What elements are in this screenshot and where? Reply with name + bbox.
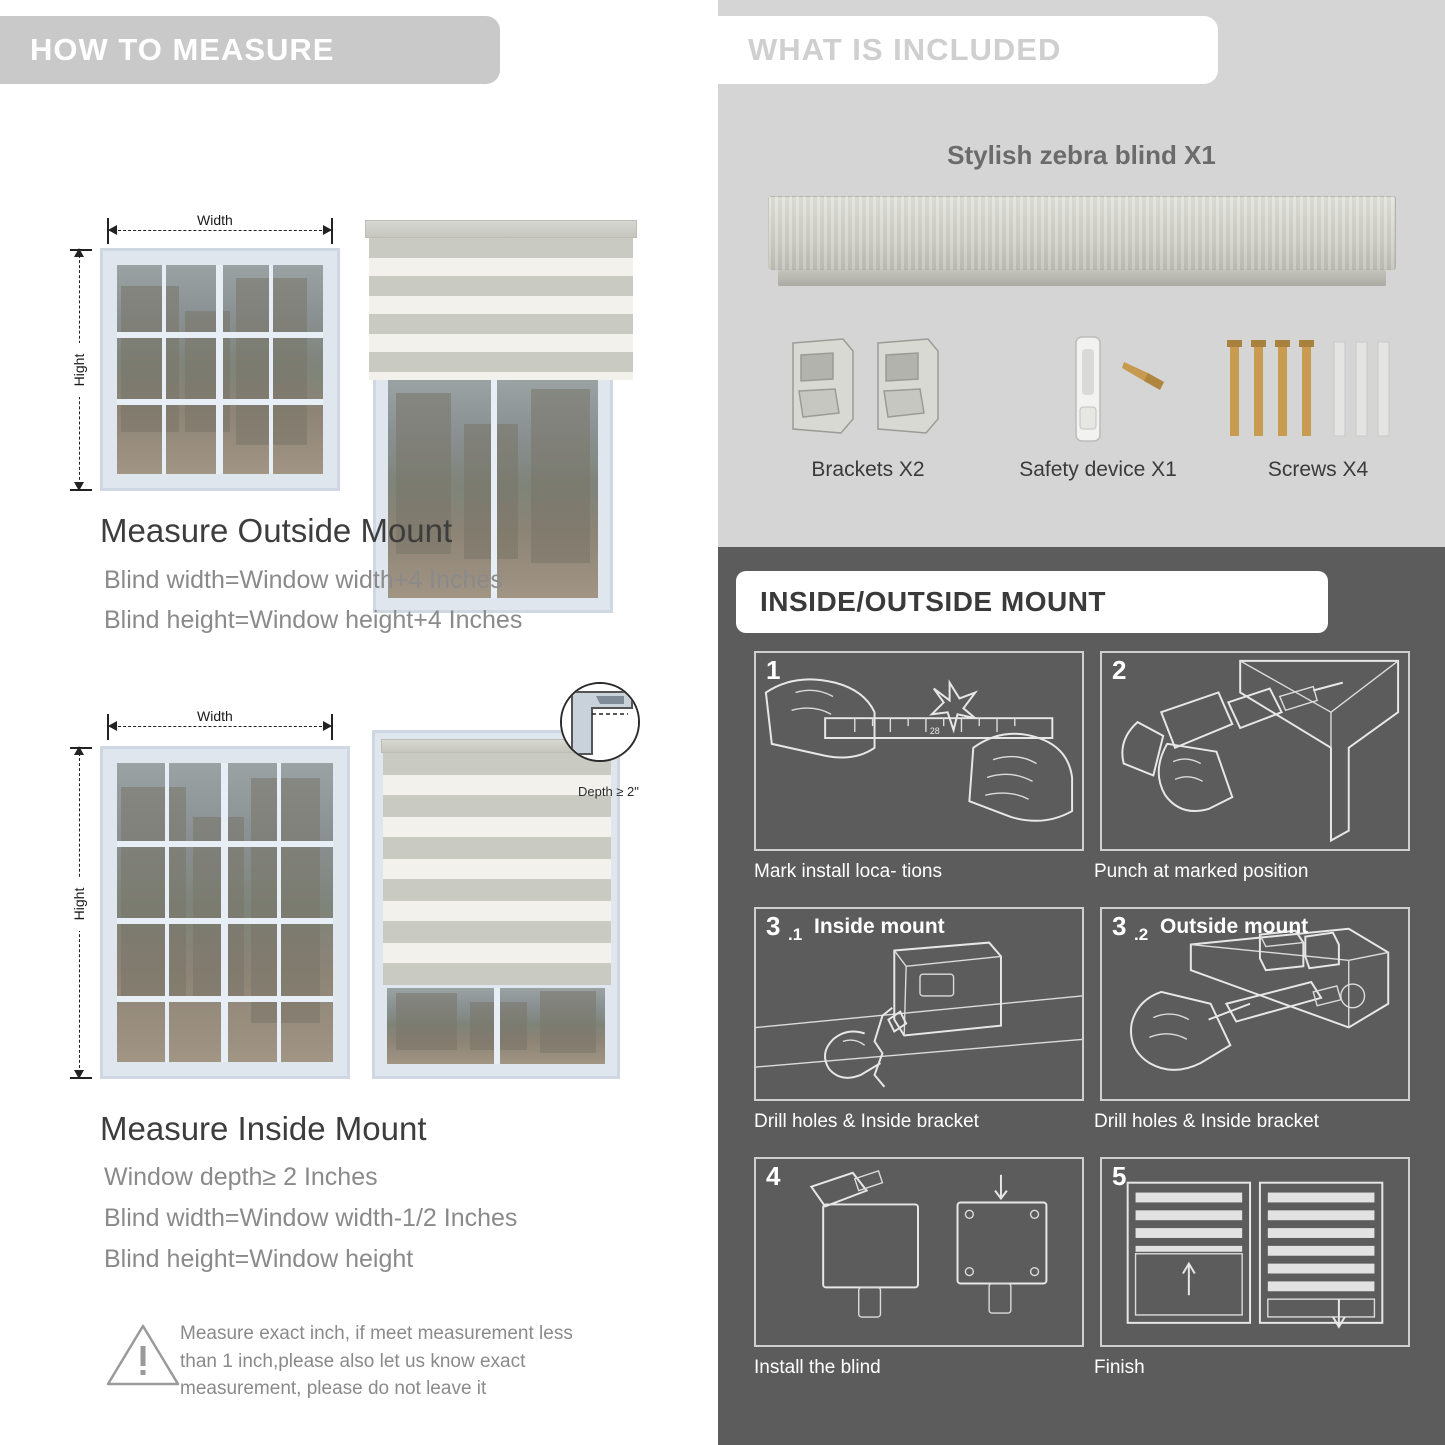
- how-to-measure-banner: HOW TO MEASURE: [0, 16, 500, 84]
- svg-text:28: 28: [929, 726, 940, 737]
- outside-mount-title: Measure Outside Mount: [100, 512, 453, 549]
- outside-width-dim-line: [108, 230, 332, 231]
- inside-height-tick-bottom: [70, 1077, 92, 1079]
- inside-outside-mount-panel: [718, 547, 1445, 1445]
- inside-mount-title: Measure Inside Mount: [100, 1110, 427, 1147]
- step-2-number: 2: [1112, 655, 1127, 685]
- inside-height-tick-top: [70, 747, 92, 749]
- safety-device-screw-icon: [1120, 356, 1168, 404]
- step-3-2-subnumber: .2: [1134, 925, 1149, 944]
- outside-mount-diagram: [0, 100, 712, 520]
- step-1-number: 1: [766, 655, 781, 685]
- inside-mount-line-1: Window depth≥ 2 Inches: [104, 1163, 378, 1191]
- inside-width-label: Width: [192, 708, 238, 724]
- inside-width-dim-line: [108, 726, 332, 727]
- warning-note: Measure exact inch, if meet measurement less than 1 inch,please also let us know exact measurement, please do not leave it: [180, 1323, 573, 1400]
- included-main-item-label: Stylish zebra blind X1: [947, 140, 1216, 170]
- outside-height-label: Hight: [71, 343, 87, 397]
- step-5-box: [1100, 1157, 1410, 1347]
- step-5-illustration: [1102, 1159, 1408, 1347]
- what-is-included-banner: WHAT IS INCLUDED: [718, 16, 1218, 84]
- outside-height-tick-bottom: [70, 489, 92, 491]
- part-label-brackets: Brackets X2: [811, 458, 925, 481]
- step-3-1-number: 3: [766, 911, 781, 941]
- safety-device-icon: [1058, 333, 1118, 445]
- step-3-1-subnumber: .1: [788, 925, 803, 944]
- step-3-1-caption: Drill holes & Inside bracket: [754, 1111, 979, 1132]
- inside-width-tick-right: [331, 714, 333, 740]
- warning-triangle-icon: [104, 1322, 182, 1388]
- step-4-caption: Install the blind: [754, 1357, 881, 1378]
- inside-height-label: Hight: [71, 877, 87, 931]
- step-3-1-heading: Inside mount: [814, 915, 945, 938]
- inside-mount-diagram: [0, 700, 712, 1100]
- how-to-measure-panel: [0, 0, 712, 1445]
- step-2-caption: Punch at marked position: [1094, 861, 1309, 882]
- step-2-box: [1100, 651, 1410, 851]
- inside-mount-line-2: Blind width=Window width-1/2 Inches: [104, 1204, 518, 1232]
- depth-callout-circle: [560, 682, 640, 762]
- step-3-2-number: 3: [1112, 911, 1127, 941]
- outside-width-tick-right: [331, 218, 333, 244]
- step-1-illustration: [756, 653, 1082, 851]
- part-label-safety-device: Safety device X1: [1019, 458, 1177, 481]
- inside-width-arrow-left: [108, 721, 117, 731]
- step-2-illustration: [1102, 653, 1408, 850]
- step-1-caption: Mark install loca- tions: [754, 861, 942, 882]
- brackets-icon: [783, 335, 953, 445]
- step-4-number: 4: [766, 1161, 781, 1191]
- outside-mount-line-2: Blind height=Window height+4 Inches: [104, 606, 523, 634]
- inside-mount-line-3: Blind height=Window height: [104, 1245, 414, 1273]
- window-graphic-outside: [100, 248, 340, 491]
- blind-graphic-outside: [365, 220, 645, 495]
- outside-width-arrow-left: [108, 225, 117, 235]
- window-graphic-inside: [100, 746, 350, 1079]
- what-is-included-panel: [718, 0, 1445, 547]
- outside-height-tick-top: [70, 249, 92, 251]
- inside-outside-mount-banner: INSIDE/OUTSIDE MOUNT: [736, 571, 1328, 633]
- step-5-number: 5: [1112, 1161, 1127, 1191]
- step-3-2-heading: Outside mount: [1160, 915, 1309, 938]
- step-1-box: [754, 651, 1084, 851]
- depth-label: Depth ≥ 2": [578, 784, 639, 799]
- blind-graphic-inside: [372, 730, 632, 1080]
- step-5-caption: Finish: [1094, 1357, 1145, 1378]
- outside-mount-line-1: Blind width=Window width+4 Inches: [104, 566, 503, 594]
- step-3-2-caption: Drill holes & Inside bracket: [1094, 1111, 1319, 1132]
- step-4-illustration: [756, 1159, 1082, 1347]
- outside-width-label: Width: [192, 212, 238, 228]
- screws-icon: [1222, 336, 1402, 442]
- inside-width-tick-left: [107, 714, 109, 740]
- part-label-screws: Screws X4: [1267, 458, 1369, 481]
- outside-width-tick-left: [107, 218, 109, 244]
- step-4-box: [754, 1157, 1084, 1347]
